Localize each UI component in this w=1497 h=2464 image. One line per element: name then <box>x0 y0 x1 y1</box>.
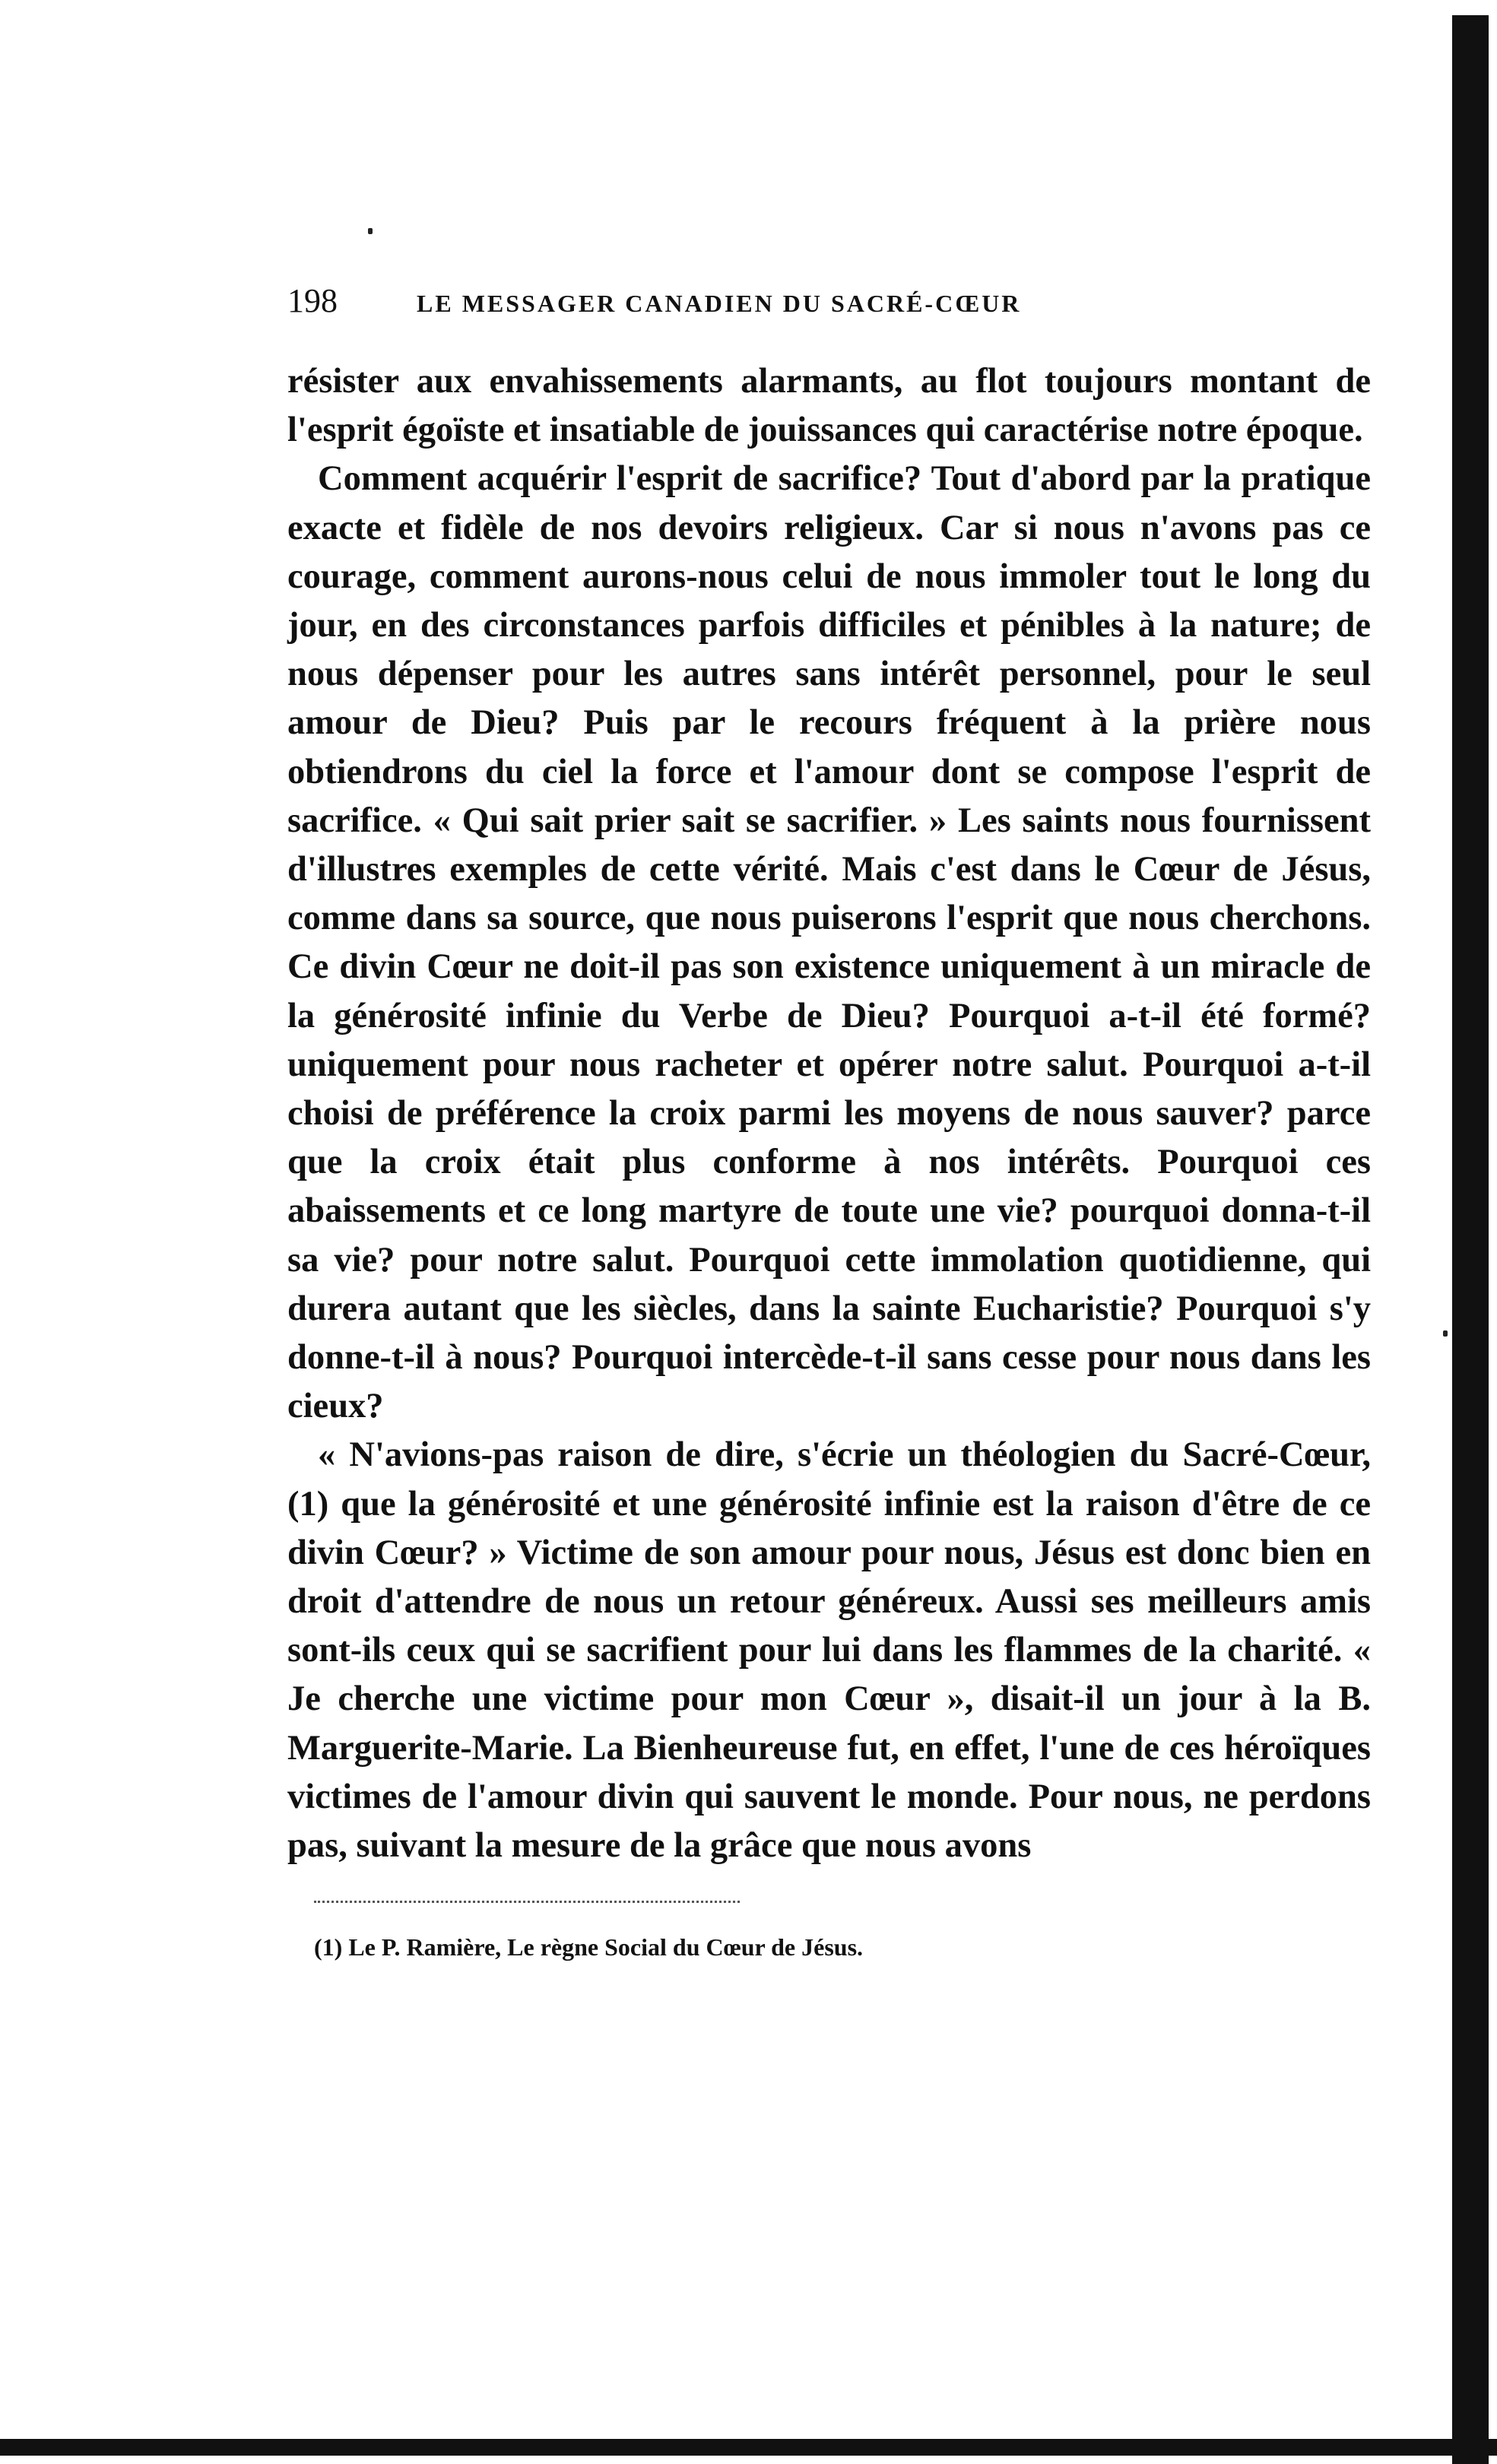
running-head <box>287 281 1371 335</box>
paragraph: résister aux envahissements alarmants, au flot toujours montant de l'esprit égoïste et insatiable de jouissances qui caractérise notre époque. <box>287 362 1371 450</box>
footnote-divider <box>314 1901 740 1903</box>
paragraph: Comment acquérir l'esprit de sacrifice? Tout d'abord par la pratique exacte et fidèle de nos devoirs religieux. Car si nous n'avons pas ce courage, comment aurons-nous celui de nous immoler tout le long du jour, en des circonstances parfois difficiles et pénibles à la nature; de nous dépenser pour les autres sans intérêt personnel, pour le seul amour de Dieu? Puis par le recours fréquent à la prière nous obtiendrons du ciel la force et l'amour dont se compose l'esprit de sacrifice. « Qui sait prier sait se sacrifier. » Les saints nous fournissent d'illustres exemples de cette vérité. Mais c'est dans le Cœur de Jésus, comme dans sa source, que nous puiserons l'esprit que nous cherchons. Ce divin Cœur ne doit-il pas son existence uniquement à un miracle de la générosité infinie du Verbe de Dieu? Pourquoi a-t-il été formé? uniquement pour nous racheter et opérer notre salut. Pourquoi a-t-il choisi de préférence la croix parmi les moyens de nous sauver? parce que la croix était plus conforme à nos intérêts. Pourquoi ces abaissements et ce long martyre de toute une vie? pourquoi donna-t-il sa vie? pour notre salut. Pourquoi cette immolation quotidienne, qui durera autant que les siècles, dans la sainte Eucharistie? Pourquoi s'y donne-t-il à nous? Pourquoi intercède-t-il sans cesse pour nous dans les cieux? <box>287 459 1371 1426</box>
running-title: LE MESSAGER CANADIEN DU SACRÉ-CŒUR <box>417 290 1022 317</box>
book-page <box>287 281 1371 1961</box>
page-number: 198 <box>287 282 338 319</box>
scan-edge-bottom <box>0 2439 1497 2456</box>
scan-speck <box>1443 1330 1448 1337</box>
paragraph: « N'avions-pas raison de dire, s'écrie un théologien du Sacré-Cœur, (1) que la générosité et une générosité infinie est la raison d'être de ce divin Cœur? » Victime de son amour pour nous, Jésus est donc bien en droit d'attendre de nous un retour généreux. Aussi ses meilleurs amis sont-ils ceux qui se sacrifient pour lui dans les flammes de la charité. « Je cherche une victime pour mon Cœur », disait-il un jour à la B. Marguerite-Marie. La Bienheureuse fut, en effet, l'une de ces héroïques victimes de l'amour divin qui sauvent le monde. Pour nous, ne perdons pas, suivant la mesure de la grâce que nous avons <box>287 1435 1371 1866</box>
body-text <box>287 357 1371 1870</box>
scan-speck <box>368 228 373 234</box>
scan-edge-right <box>1452 15 1489 2464</box>
footnote: (1) Le P. Ramière, Le règne Social du Cœur de Jésus. <box>314 1933 864 1961</box>
